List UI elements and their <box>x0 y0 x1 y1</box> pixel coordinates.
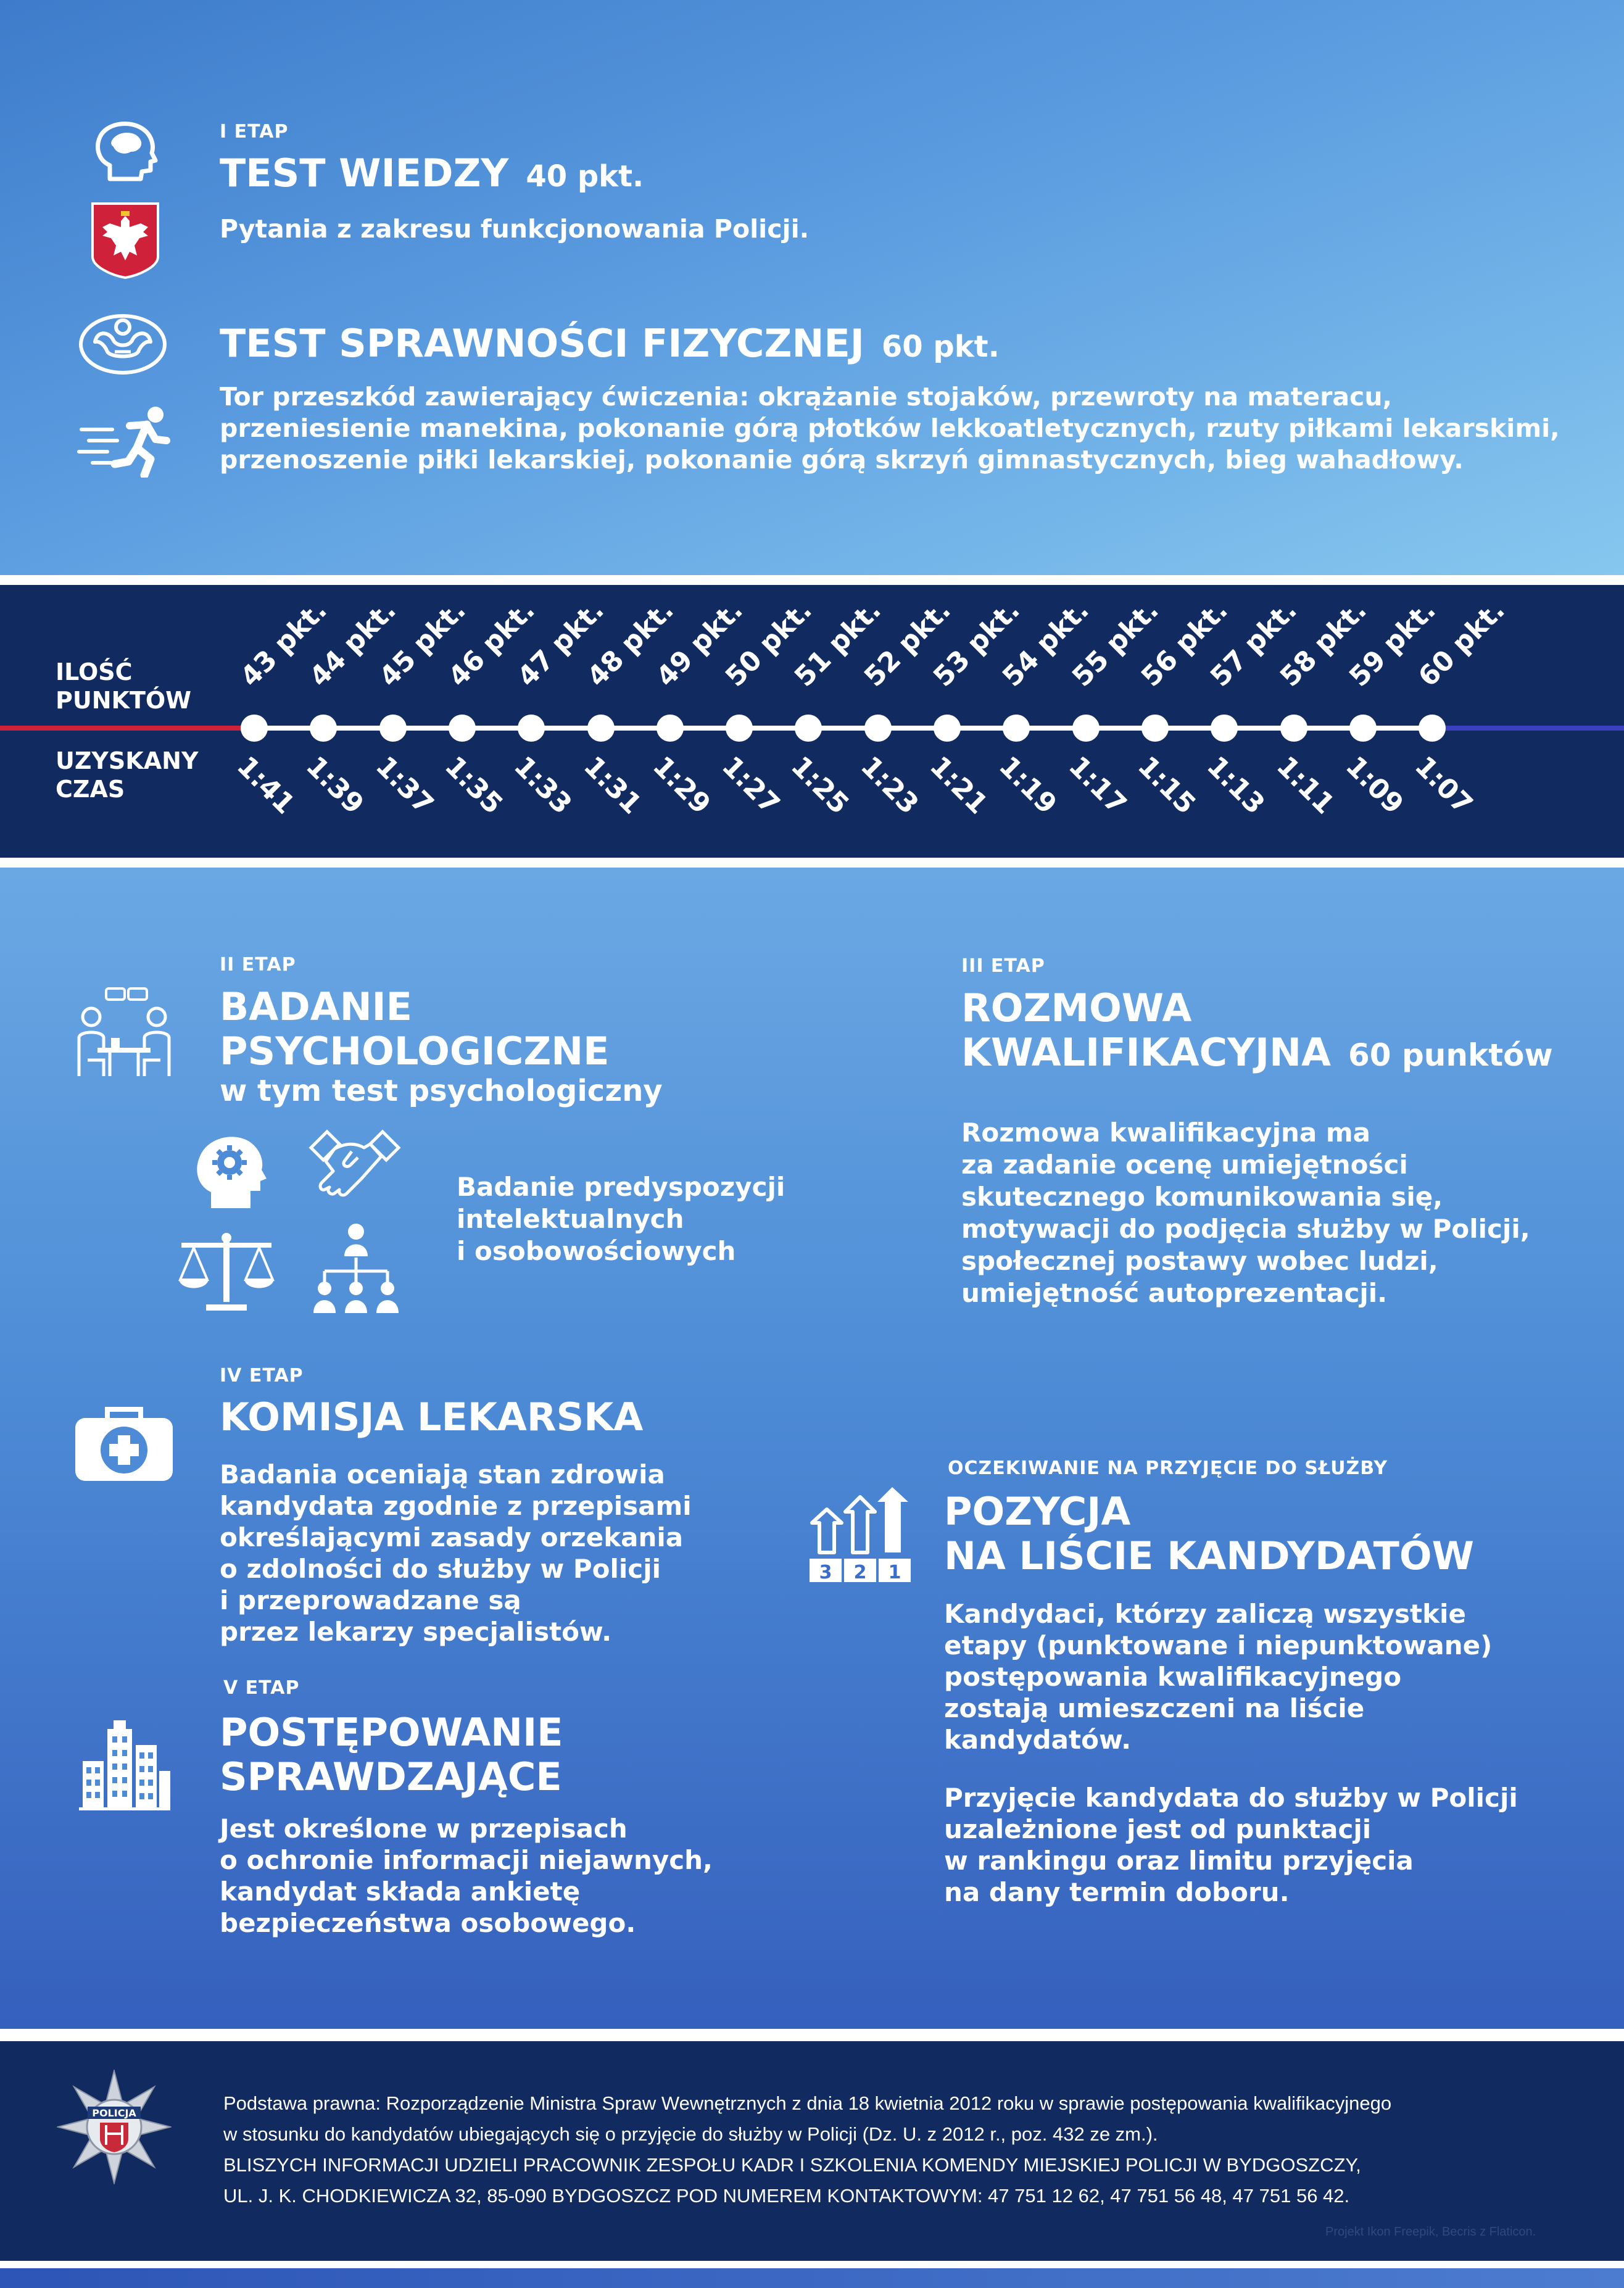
points-tick-label: 52 pkt. <box>858 594 957 693</box>
podium-second: 2 <box>853 1562 867 1583</box>
first-aid-kit-icon <box>73 1403 175 1483</box>
scale-dot <box>587 715 615 742</box>
knowledge-test-points: 40 pkt. <box>526 159 644 194</box>
fitness-desc-line: przeniesienie manekina, pokonanie górą płotków lekkoatletycznych, rzuty piłkami lekarskimi, <box>220 413 1560 443</box>
knowledge-test-title: TEST WIEDZY <box>220 151 509 196</box>
stage2-title-line: BADANIE <box>220 984 412 1029</box>
points-tick-label: 54 pkt. <box>996 594 1096 693</box>
fitness-test-description <box>220 381 1560 476</box>
fitness-test-title: TEST SPRAWNOŚCI FIZYCZNEJ <box>220 321 864 366</box>
footer-legal-line: Podstawa prawna: Rozporządzenie Ministra Spraw Wewnętrznych z dnia 18 kwietnia 2012 roku w sprawie postępowania kwalifikacyjnego <box>223 2092 1392 2114</box>
stage2-desc-line: Badanie predyspozycji <box>457 1172 785 1202</box>
stage2-title <box>220 985 610 1074</box>
time-tick-label: 1:15 <box>1131 750 1202 821</box>
stage2-description <box>457 1171 785 1267</box>
stage3-desc-line: Rozmowa kwalifikacyjna ma <box>961 1117 1370 1148</box>
badge-text: POLICJA <box>92 2107 136 2119</box>
points-tick-label: 58 pkt. <box>1274 594 1373 693</box>
points-tick-label: 56 pkt. <box>1135 594 1234 693</box>
stage4-desc-line: kandydata zgodnie z przepisami <box>220 1491 692 1521</box>
stage3-desc-line: za zadanie ocenę umiejętności <box>961 1150 1408 1180</box>
stage3-title-line: KWALIFIKACYJNA <box>961 1030 1331 1075</box>
points-time-scale <box>0 585 1624 858</box>
stage3-desc-line: umiejętność autoprezentacji. <box>961 1278 1388 1308</box>
points-tick-label: 60 pkt. <box>1412 594 1511 693</box>
time-tick-label: 1:11 <box>1270 750 1340 821</box>
time-axis-label-line: UZYSKANY <box>56 747 199 774</box>
waiting-desc-line: zostają umieszczeni na liście <box>944 1693 1365 1723</box>
organization-hierarchy-icon <box>311 1222 401 1314</box>
points-tick-label: 59 pkt. <box>1343 594 1442 693</box>
stage4-desc-line: określającymi zasady orzekania <box>220 1522 684 1552</box>
scale-dot <box>1072 715 1100 742</box>
scale-dot <box>1419 715 1446 742</box>
scale-dot <box>795 715 822 742</box>
points-tick-label: 47 pkt. <box>512 594 610 693</box>
footer-legal-line: w stosunku do kandydatów ubiegających się o przyjęcie do służby w Policji (Dz. U. z 2012 r., poz. 432 ze zm.). <box>223 2123 1158 2145</box>
stage5-desc-line: o ochronie informacji niejawnych, <box>220 1845 713 1875</box>
waiting-desc-line: na dany termin doboru. <box>944 1877 1290 1907</box>
stage5-label: V ETAP <box>223 1677 300 1699</box>
fitness-test-heading <box>220 322 1000 365</box>
head-gear-icon <box>193 1129 269 1209</box>
handshake-icon <box>309 1129 401 1207</box>
knowledge-test-heading <box>220 152 644 195</box>
points-tick-label: 51 pkt. <box>789 594 888 693</box>
fitness-desc-line: przenoszenie piłki lekarskiej, pokonanie górą skrzyń gimnastycznych, bieg wahadłowy. <box>220 445 1464 475</box>
stage5-desc-line: Jest określone w przepisach <box>220 1813 628 1844</box>
stage4-desc-line: o zdolności do służby w Policji <box>220 1554 661 1584</box>
stage4-desc-line: przez lekarzy specjalistów. <box>220 1617 612 1647</box>
scale-dot <box>1349 715 1377 742</box>
points-tick-label: 50 pkt. <box>719 594 818 693</box>
waiting-desc-line: Kandydaci, którzy zaliczą wszystkie <box>944 1599 1466 1629</box>
footer-contact-line: UL. J. K. CHODKIEWICZA 32, 85-090 BYDGOSZCZ POD NUMEREM KONTAKTOWYM: 47 751 12 62, 47 751 56 48, 47 751 56 42. <box>223 2185 1350 2207</box>
time-tick-label: 1:33 <box>508 750 578 821</box>
stage3-desc-line: społecznej postawy wobec ludzi, <box>961 1246 1438 1276</box>
scale-dot <box>1003 715 1030 742</box>
podium-third: 3 <box>819 1562 832 1583</box>
stage5-description <box>220 1813 713 1939</box>
points-tick-label: 45 pkt. <box>373 594 472 693</box>
stage5-title <box>220 1710 563 1799</box>
stage3-description <box>961 1117 1530 1309</box>
fitness-desc-line: Tor przeszkód zawierający ćwiczenia: okrążanie stojaków, przewroty na materacu, <box>220 382 1393 412</box>
scale-dot <box>379 715 407 742</box>
footer-text <box>223 2088 1391 2211</box>
stage4-label: IV ETAP <box>220 1365 304 1386</box>
stage5-title-line: SPRAWDZAJĄCE <box>220 1754 562 1799</box>
time-tick-label: 1:13 <box>1201 750 1271 821</box>
waiting-desc-line: w rankingu oraz limitu przyjęcia <box>944 1846 1414 1876</box>
stage2-subtitle: w tym test psychologiczny <box>220 1074 663 1108</box>
podium-first: 1 <box>888 1562 901 1583</box>
city-buildings-icon <box>77 1718 173 1810</box>
scale-dot <box>449 715 476 742</box>
waiting-description-1 <box>944 1598 1492 1755</box>
stage3-title-line: ROZMOWA <box>961 985 1192 1030</box>
stage3-label: III ETAP <box>961 955 1045 977</box>
stage3-desc-line: motywacji do podjęcia służby w Policji, <box>961 1214 1530 1244</box>
footer <box>0 2041 1624 2261</box>
knowledge-test-description: Pytania z zakresu funkcjonowania Policji. <box>220 214 810 244</box>
points-axis-label-line: PUNKTÓW <box>56 687 192 714</box>
scale-dot <box>934 715 961 742</box>
scale-dot <box>726 715 753 742</box>
waiting-title-line: POZYCJA <box>944 1489 1131 1534</box>
time-tick-label: 1:21 <box>923 750 994 821</box>
stages-section <box>0 868 1624 2029</box>
stage3-title <box>961 986 1553 1077</box>
scale-dot <box>1141 715 1169 742</box>
polish-eagle-emblem-icon <box>91 202 159 279</box>
stage1-label: I ETAP <box>220 121 289 143</box>
scale-dot <box>1211 715 1238 742</box>
time-tick-label: 1:35 <box>438 750 509 821</box>
time-tick-label: 1:37 <box>369 750 439 821</box>
strength-muscles-icon <box>77 309 169 380</box>
scale-dot <box>518 715 545 742</box>
points-tick-label: 49 pkt. <box>650 594 749 693</box>
stage5-desc-line: bezpieczeństwa osobowego. <box>220 1908 636 1938</box>
time-tick-label: 1:25 <box>785 750 855 821</box>
time-tick-label: 1:29 <box>646 750 717 821</box>
scale-dot <box>657 715 684 742</box>
points-tick-label: 46 pkt. <box>442 594 541 693</box>
stage2-desc-line: i osobowościowych <box>457 1236 736 1266</box>
time-tick-label: 1:19 <box>993 750 1063 821</box>
time-tick-label: 1:17 <box>1062 750 1132 821</box>
waiting-title-line: NA LIŚCIE KANDYDATÓW <box>944 1533 1474 1578</box>
scale-dot <box>241 715 268 742</box>
time-tick-label: 1:41 <box>230 750 301 821</box>
icon-credit: Projekt Ikon Freepik, Becris z Flaticon. <box>1325 2225 1536 2239</box>
psychologist-consultation-icon <box>73 986 175 1079</box>
police-star-badge-icon <box>57 2070 172 2184</box>
footer-contact-line: BLISZYCH INFORMACJI UDZIELI PRACOWNIK ZESPOŁU KADR I SZKOLENIA KOMENDY MIEJSKIEJ POLICJI W BYDGOSZCZY, <box>223 2154 1361 2176</box>
time-tick-label: 1:23 <box>854 750 925 821</box>
time-axis-label-line: CZAS <box>56 776 125 803</box>
scale-marks <box>0 585 1624 858</box>
stage4-description <box>220 1459 692 1648</box>
stage2-title-line: PSYCHOLOGICZNE <box>220 1029 610 1074</box>
stage4-desc-line: Badania oceniają stan zdrowia <box>220 1459 665 1490</box>
points-tick-label: 55 pkt. <box>1066 594 1165 693</box>
time-tick-label: 1:31 <box>577 750 647 821</box>
runner-icon <box>77 405 175 478</box>
waiting-title <box>944 1490 1474 1578</box>
stage4-title: KOMISJA LEKARSKA <box>220 1395 644 1440</box>
waiting-desc-line: kandydatów. <box>944 1725 1132 1755</box>
stage2-desc-line: intelektualnych <box>457 1204 684 1234</box>
fitness-test-points: 60 pkt. <box>881 330 1000 364</box>
bottom-strip <box>0 2268 1624 2288</box>
time-tick-label: 1:07 <box>1409 750 1479 821</box>
stage2-label: II ETAP <box>220 954 296 976</box>
waiting-label: OCZEKIWANIE NA PRZYJĘCIE DO SŁUŻBY <box>948 1457 1388 1479</box>
scale-dot <box>1280 715 1307 742</box>
waiting-desc-line: postępowania kwalifikacyjnego <box>944 1662 1402 1692</box>
stage3-points: 60 punktów <box>1348 1037 1553 1073</box>
stage1-section <box>0 0 1624 575</box>
stage5-desc-line: kandydat składa ankietę <box>220 1876 581 1907</box>
brain-head-icon <box>91 117 159 185</box>
waiting-desc-line: uzależnione jest od punktacji <box>944 1814 1372 1844</box>
waiting-description-2 <box>944 1782 1518 1908</box>
stage4-desc-line: i przeprowadzane są <box>220 1585 521 1615</box>
stage3-desc-line: skutecznego komunikowania się, <box>961 1182 1443 1212</box>
points-tick-label: 53 pkt. <box>927 594 1026 693</box>
points-tick-label: 43 pkt. <box>234 594 333 693</box>
time-tick-label: 1:09 <box>1339 750 1410 821</box>
scale-dot <box>310 715 337 742</box>
time-tick-label: 1:39 <box>300 750 370 821</box>
scale-dot <box>864 715 892 742</box>
points-tick-label: 44 pkt. <box>304 594 403 693</box>
points-axis-label-line: ILOŚĆ <box>56 658 133 686</box>
time-tick-label: 1:27 <box>716 750 786 821</box>
waiting-desc-line: etapy (punktowane i niepunktowane) <box>944 1630 1493 1660</box>
ranking-podium-arrows-icon <box>808 1485 911 1583</box>
stage5-title-line: POSTĘPOWANIE <box>220 1710 563 1755</box>
justice-scales-icon <box>175 1232 278 1312</box>
points-tick-label: 48 pkt. <box>581 594 680 693</box>
points-tick-label: 57 pkt. <box>1204 594 1303 693</box>
waiting-desc-line: Przyjęcie kandydata do służby w Policji <box>944 1783 1518 1813</box>
